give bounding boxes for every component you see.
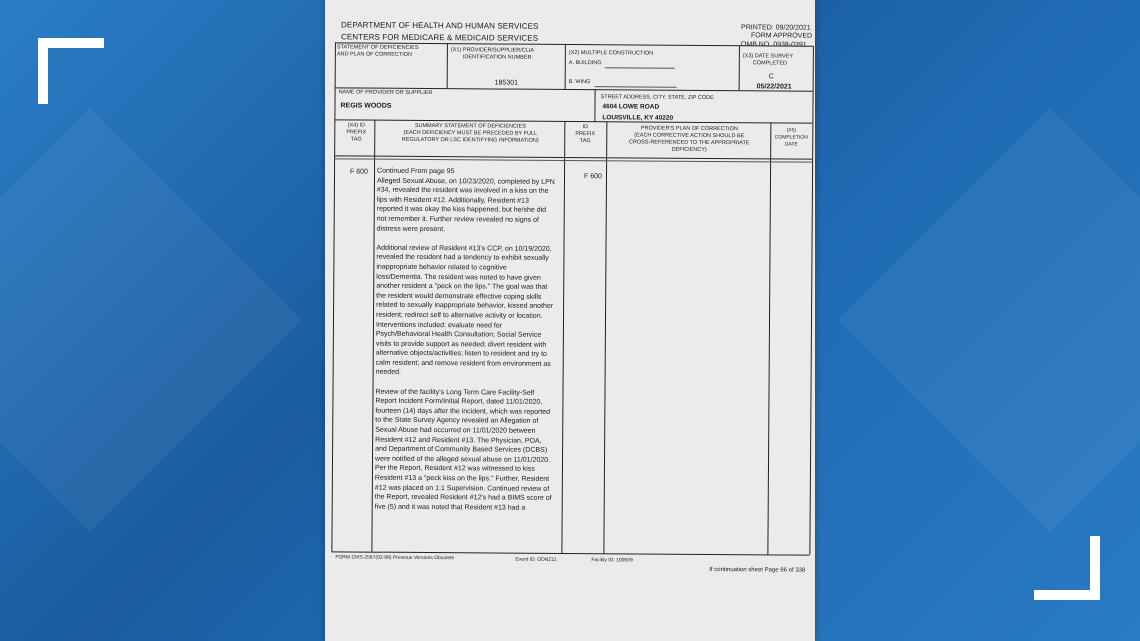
centers-title: CENTERS FOR MEDICARE & MEDICAID SERVICES [340,32,539,43]
x3-label-2: COMPLETED [752,60,788,67]
address-label: STREET ADDRESS, CITY, STATE, ZIP CODE [600,94,714,101]
provider-name: REGIS WOODS [340,102,392,110]
document-page [325,0,815,641]
corner-bracket-bottom-right-icon [1034,536,1100,600]
statement-label-2: AND PLAN OF CORRECTION [336,51,413,58]
x3-code: C [768,73,774,81]
x3-label-1: (X3) DATE SURVEY [742,53,794,60]
city-state-zip: LOUISVILLE, KY 40220 [602,114,674,122]
footer-facility-id: Facility ID: 100509 [591,557,633,564]
survey-date: 05/22/2021 [756,83,792,91]
paragraph-3: Review of the facility's Long Term Care Facility-Self Report Incident Form/Initial Report, dated 11/01/2020, fourteen (14) days after the incident, which was reported to the State Survey Agency revealed an Allegation of Sexual Abuse had occurred on 11/01/2020 between Resident #12 and Resident #13. The Physician, POA, and Department of Community Based Services (DCBS) were notified of the alleged sexual abuse on 11/01/2020. Per the Report, Resident #12 was witnessed to kiss Resident #13 a "peck kiss on the lips." Further, Resident #12 was placed on 1:1 Supervision. Continued review of the Report, revealed Resident #12's had a BIMS score of five (5) and it was noted that Resident #13 had a [374,388,552,512]
col-x4-header: (X4) ID PREFIX TAG [346,122,367,143]
tag-right: F 600 [583,173,602,181]
street-address: 4604 LOWE ROAD [602,103,660,111]
omb-number: OMB NO. 0938-0391 [740,41,807,49]
col-x5-header: (X5) COMPLETION DATE [774,127,808,148]
printed-date: PRINTED: 09/20/2021 [741,24,811,32]
provider-id: 185301 [494,79,519,87]
deficiency-statement [375,167,555,523]
paragraph-2: Additional review of Resident #13's CCP, on 10/19/2020, revealed the resident had a tendency to exhibit sexually inappropriate behavior related to cognitive loss/Dementia. The resident was noted to have given another resident a "peck on the lips." The goal was that the resident would demonstrate effective coping skills related to sexually inappropriate behavior, kissed another resident; redirect self to alternative activity or location. Interventions included: evaluate need for Psych/Behavioral Health Consultation; Social Service visits to provide support as needed; divert resident with alternative objects/activities; listen to resident and try to calm resident; and remove resident from environment as needed. [375,244,554,377]
provider-name-label: NAME OF PROVIDER OR SUPPLIER [338,89,433,97]
x2-label: (X2) MULTIPLE CONSTRUCTION [568,49,654,57]
cms-2567-form [325,0,815,641]
x1-label-1: (X1) PROVIDER/SUPPLIER/CLIA [450,47,535,54]
col-id-header: ID PREFIX TAG [575,124,596,145]
statement-label-1: STATEMENT OF DEFICIENCIES [336,44,419,51]
paragraph-1: Continued From page 95 Alleged Sexual Abuse, on 10/23/2020, completed by LPN #34, revealed the resident was involved in a kiss on the lips with Resident #12. Additionally, Resident #13 reported it was okay the kiss happened, but he/she did not remember it. Further review revealed no signs of distress were present. [376,167,555,233]
col-summary-header: SUMMARY STATEMENT OF DEFICIENCIES (EACH DEFICIENCY MUST BE PRECEDED BY FULL REGULATORY OR LSC IDENTIFYING INFORMATION) [401,122,539,144]
footer-continuation: If continuation sheet Page 96 of 338 [709,566,806,574]
form-approved: FORM APPROVED [750,32,813,40]
footer-form: FORM CMS-2567(02-99) Previous Versions Obsolete [335,554,455,562]
x1-label-2: IDENTIFICATION NUMBER: [462,54,534,61]
corner-bracket-top-left-icon [38,38,104,104]
tag-left: F 600 [350,168,368,176]
wing-label: B. WING [568,78,591,86]
building-label: A. BUILDING [568,59,602,67]
col-plan-header: PROVIDER'S PLAN OF CORRECTION (EACH CORRECTIVE ACTION SHOULD BE CROSS-REFERENCED TO THE APPROPRIATE DEFICIENCY) [628,125,750,153]
footer-event-id: Event ID: ODNZ11 [515,556,557,563]
department-title: DEPARTMENT OF HEALTH AND HUMAN SERVICES [341,20,539,31]
